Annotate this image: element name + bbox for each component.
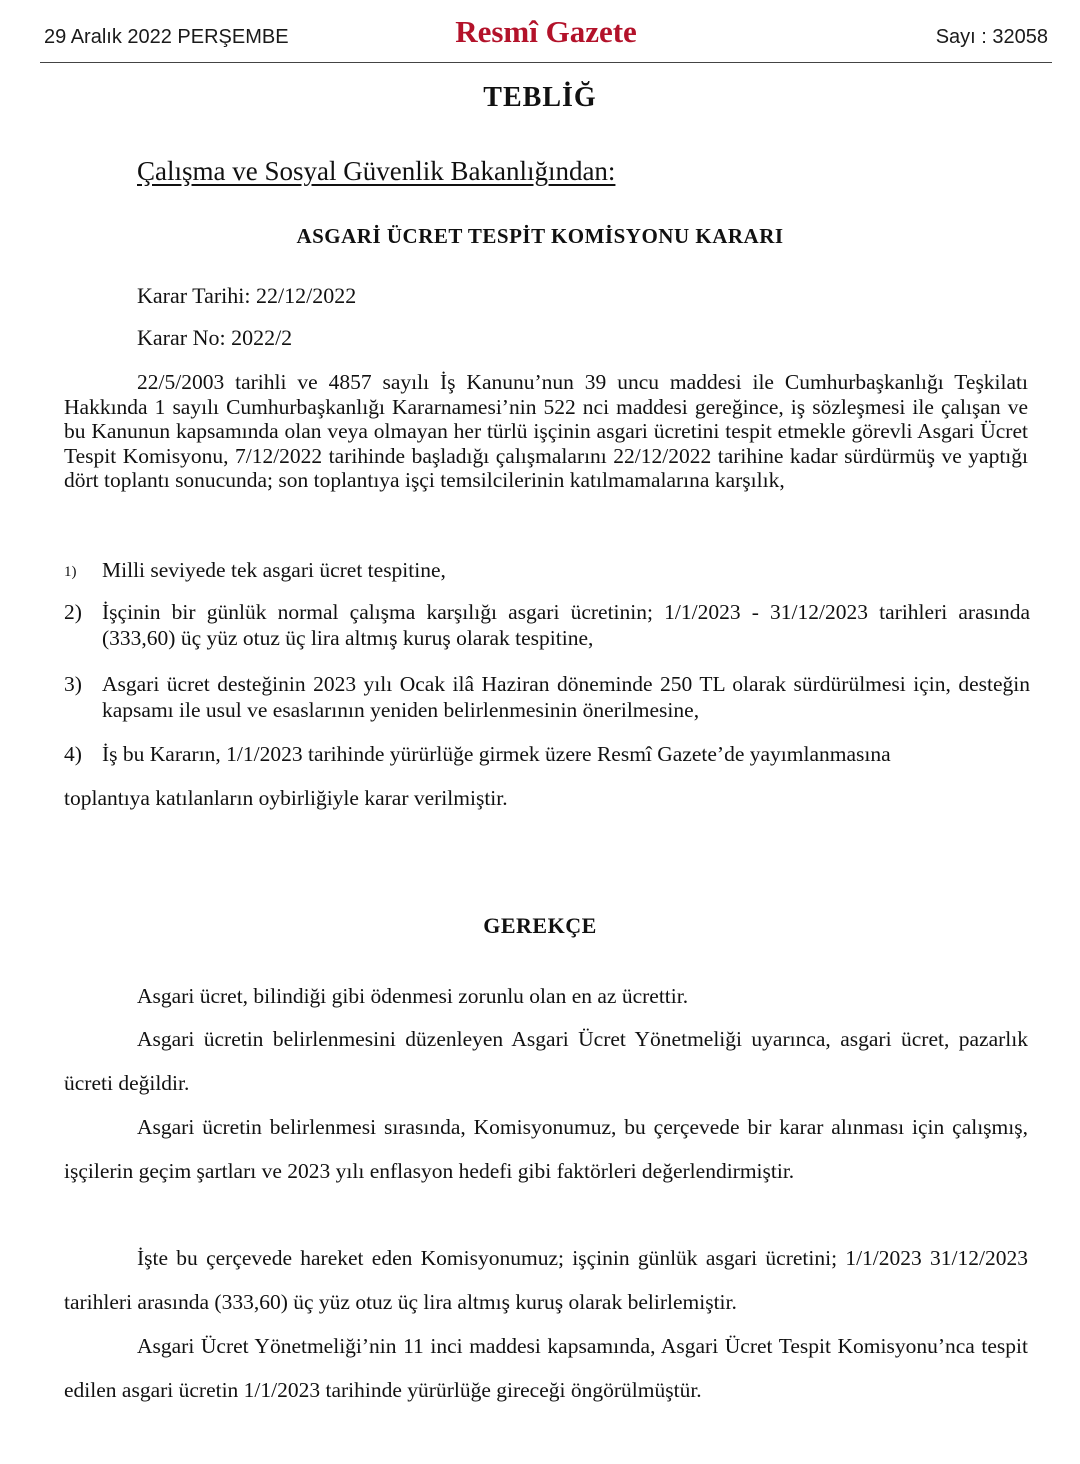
- reasoning-paragraph-4: [64, 1236, 1028, 1324]
- intro-text: 22/5/2003 tarihli ve 4857 sayılı İş Kanunu’nun 39 uncu maddesi ile Cumhurbaşkanlığı Teşkilatı Hakkında 1 sayılı Cumhurbaşkanlığı Kararnamesi’nin 522 nci maddesi gereğince, iş sözleşmesi ile çalışan ve bu Kanunun kapsamında olan veya olmayan her türlü işçinin asgari ücretini tespit etmekle görevli Asgari Ücret Tespit Komisyonu, 7/12/2022 tarihinde başladığı çalışmalarını 22/12/2022 tarihine kadar sürdürmüş ve yaptığı dört toplantı sonucunda; son toplantıya işçi temsilcilerinin katılmamalarına karşılık,: [64, 370, 1028, 492]
- decision-number: Karar No: 2022/2: [137, 325, 293, 350]
- list-number: 2): [64, 600, 82, 624]
- reasoning-paragraph-3: [64, 1105, 1028, 1193]
- list-number: 4): [64, 742, 82, 766]
- reasoning-text: İşte bu çerçevede hareket eden Komisyonumuz; işçinin günlük asgari ücretini; 1/1/2023 31/12/2023 tarihleri arasında (333,60) üç yüz otuz üç lira altmış kuruş olarak belirlemiştir.: [64, 1246, 1028, 1314]
- list-text: Milli seviyede tek asgari ücret tespitine,: [102, 558, 446, 582]
- reasoning-title: GEREKÇE: [483, 913, 597, 938]
- list-text: Asgari ücret desteğinin 2023 yılı Ocak ilâ Haziran döneminde 250 TL olarak sürdürülmesi için, desteğin kapsamı ile usul ve esaslarının yeniden belirlenmesinin önerilmesine,: [102, 672, 1030, 722]
- list-item-2: [64, 599, 1030, 651]
- list-text: İş bu Kararın, 1/1/2023 tarihinde yürürlüğe girmek üzere Resmî Gazete’de yayımlanmasına: [102, 742, 891, 766]
- closing-text: toplantıya katılanların oybirliğiyle karar verilmiştir.: [64, 786, 508, 810]
- list-item-1: [64, 557, 1030, 583]
- reasoning-text: Asgari ücretin belirlenmesini düzenleyen Asgari Ücret Yönetmeliği uyarınca, asgari ücret, pazarlık ücreti değildir.: [64, 1027, 1028, 1095]
- reasoning-text: Asgari ücretin belirlenmesi sırasında, Komisyonumuz, bu çerçevede bir karar alınması için çalışmış, işçilerin geçim şartları ve 2023 yılı enflasyon hedefi gibi faktörleri değerlendirmiştir.: [64, 1115, 1028, 1183]
- reasoning-paragraph-5: [64, 1324, 1028, 1412]
- decision-date: Karar Tarihi: 22/12/2022: [137, 283, 357, 308]
- section-title: TEBLİĞ: [483, 82, 597, 113]
- reasoning-text: Asgari Ücret Yönetmeliği’nin 11 inci maddesi kapsamında, Asgari Ücret Tespit Komisyonu’nca tespit edilen asgari ücretin 1/1/2023 tarihinde yürürlüğe gireceği öngörülmüştür.: [64, 1334, 1028, 1402]
- reasoning-text: Asgari ücret, bilindiği gibi ödenmesi zorunlu olan en az ücrettir.: [137, 984, 689, 1008]
- header-date: 29 Aralık 2022 PERŞEMBE: [44, 26, 289, 48]
- issue-number: Sayı : 32058: [935, 26, 1048, 48]
- list-item-4: [64, 741, 1030, 767]
- decree-title: ASGARİ ÜCRET TESPİT KOMİSYONU KARARI: [296, 224, 784, 248]
- list-item-3: [64, 671, 1030, 723]
- list-number: 1): [64, 564, 77, 580]
- gazette-header: [40, 12, 1052, 63]
- intro-paragraph: [64, 370, 1028, 493]
- reasoning-paragraph-1: [64, 974, 1028, 1018]
- ministry-heading: Çalışma ve Sosyal Güvenlik Bakanlığından:: [137, 156, 616, 186]
- gazette-title: Resmî Gazete: [455, 14, 637, 49]
- list-number: 3): [64, 672, 82, 696]
- list-text: İşçinin bir günlük normal çalışma karşılığı asgari ücretinin; 1/1/2023 - 31/12/2023 tarihleri arasında (333,60) üç yüz otuz üç lira altmış kuruş olarak tespitine,: [102, 600, 1030, 650]
- reasoning-paragraph-2: [64, 1017, 1028, 1105]
